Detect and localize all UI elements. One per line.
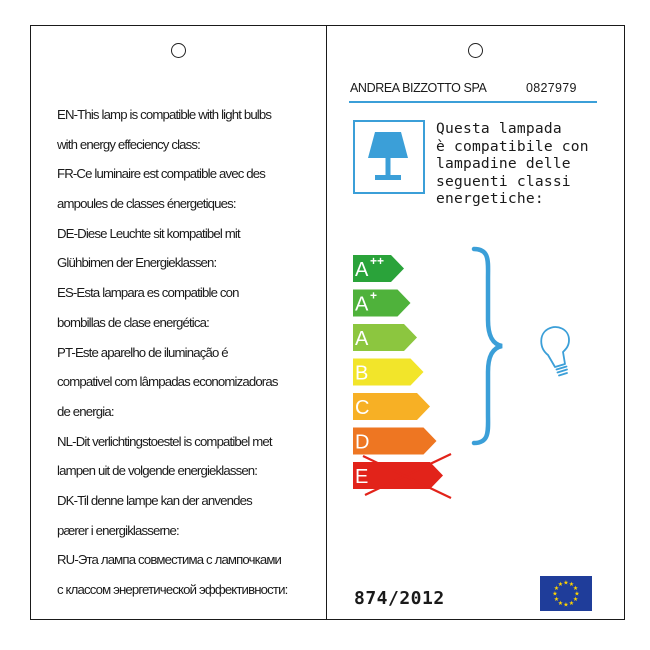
text-line: ES-Esta lampara es compatible con xyxy=(57,285,239,301)
italian-line: energetiche: xyxy=(436,190,544,207)
text-line: ampoules de classes énergetiques: xyxy=(57,196,236,212)
star-icon: ★ xyxy=(552,591,558,598)
text-line: FR-Ce luminaire est compatible avec des xyxy=(57,166,265,182)
italian-line: lampadine delle xyxy=(436,155,571,172)
regulation-number: 874/2012 xyxy=(354,588,445,609)
energy-class-label: A xyxy=(355,328,369,350)
energy-class-c xyxy=(353,393,430,420)
energy-class-a xyxy=(353,324,417,351)
star-icon: ★ xyxy=(563,602,569,609)
energy-class-superscript: + xyxy=(370,288,378,303)
text-line: compativel com lâmpadas economizadoras xyxy=(57,374,278,390)
energy-class-a-plus-plus xyxy=(353,254,404,282)
text-line: de energia: xyxy=(57,403,114,419)
star-icon: ★ xyxy=(553,586,560,592)
text-line: RU-Эта лампа совместима с лампочками xyxy=(57,552,282,568)
text-line: Glühbimen der Energieklassen: xyxy=(57,255,217,271)
star-icon: ★ xyxy=(568,581,575,588)
text-line: NL-Dit verlichtingstoestel is compatibel met xyxy=(57,433,272,449)
italian-line: è compatibile con xyxy=(436,137,589,155)
text-line: EN-This lamp is compatible with light bulbs xyxy=(57,107,272,122)
energy-class-label: B xyxy=(355,362,369,385)
text-line: pærer i energiklasserne: xyxy=(57,522,179,538)
product-code: 0827979 xyxy=(526,81,577,95)
energy-class-label: A xyxy=(355,293,369,316)
light-bulb-icon xyxy=(541,327,569,375)
star-icon: ★ xyxy=(557,581,564,588)
star-icon: ★ xyxy=(574,591,580,598)
eu-flag-icon xyxy=(540,576,592,611)
text-line: with energy effeciency class: xyxy=(57,136,200,152)
star-icon: ★ xyxy=(572,597,579,603)
energy-class-label: D xyxy=(355,431,370,454)
compatibility-brace xyxy=(474,249,502,443)
text-line: lampen uit de volgende energieklassen: xyxy=(57,463,258,479)
italian-line: Questa lampada xyxy=(436,120,562,137)
star-icon: ★ xyxy=(572,586,579,592)
energy-class-a-plus xyxy=(353,289,411,317)
italian-line: seguenti classi xyxy=(436,172,571,190)
star-icon: ★ xyxy=(568,601,575,608)
energy-class-label: E xyxy=(355,466,369,488)
text-line: PT-Este aparelho de iluminação é xyxy=(57,344,228,360)
energy-class-label: C xyxy=(355,397,370,419)
energy-class-label: A xyxy=(355,259,369,281)
energy-class-superscript: ++ xyxy=(370,254,385,268)
energy-class-e xyxy=(353,454,451,498)
text-line: DK-Til denne lampe kan der anvendes xyxy=(57,492,252,508)
text-line: DE-Diese Leuchte sit kompatibel mit xyxy=(57,225,240,241)
energy-class-d xyxy=(353,428,437,455)
text-line: bombillas de clase energética: xyxy=(57,314,209,330)
text-line: с классом энергетической эффективности: xyxy=(57,582,288,597)
energy-class-b xyxy=(353,359,424,386)
brand-name: ANDREA BIZZOTTO SPA xyxy=(350,81,487,95)
star-icon: ★ xyxy=(557,601,564,608)
star-icon: ★ xyxy=(563,580,569,587)
star-icon: ★ xyxy=(553,597,560,603)
